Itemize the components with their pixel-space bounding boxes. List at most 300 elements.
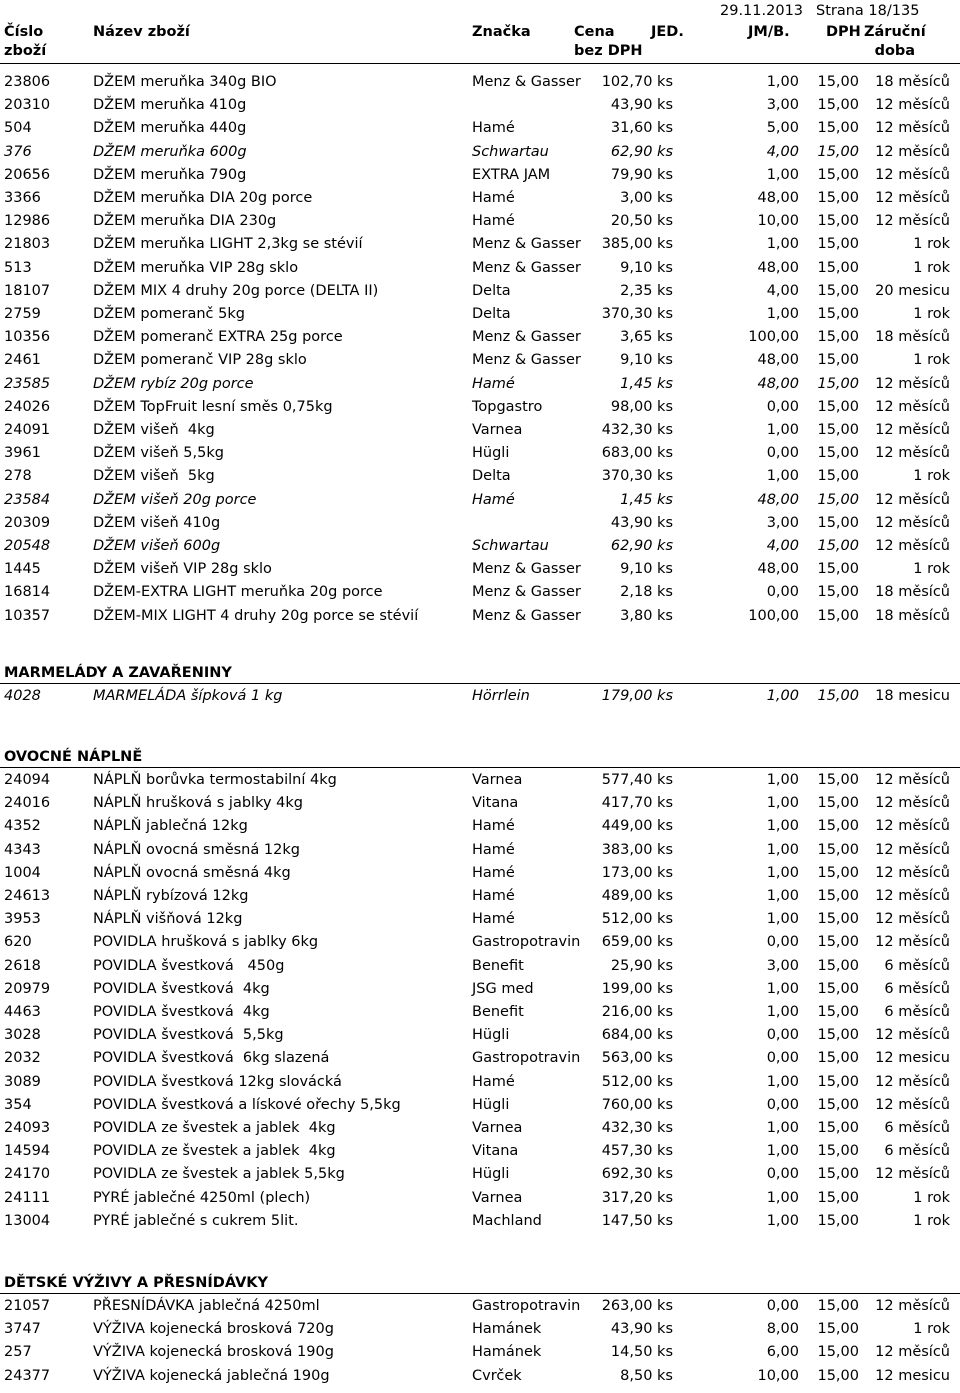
cell-code: 24093 [4,1120,51,1136]
cell-name: DŽEM višeň 410g [93,514,221,531]
cell-qty: 48,00 [757,259,799,276]
table-row [0,535,960,558]
cell-warranty: 12 měsíců [875,1073,950,1090]
cell-qty: 1,00 [766,1212,799,1229]
cell-price: 512,00 ks [601,911,673,928]
category-title: DĚTSKÉ VÝŽIVY A PŘESNÍDÁVKY [4,1275,269,1291]
cell-brand: Vitana [472,795,519,812]
cell-price: 1,45 ks [620,375,673,392]
cell-price: 432,30 ks [601,422,673,438]
cell-warranty: 12 měsíců [875,888,950,904]
cell-name: DŽEM višeň 600g [93,538,221,554]
cell-brand: Vitana [472,1143,519,1160]
cell-code: 3028 [4,1027,41,1044]
table-row [0,1047,960,1070]
cell-price: 417,70 ks [601,795,673,812]
cell-code: 504 [4,120,32,137]
table-row [0,465,960,488]
cell-name: PŘESNÍDÁVKA jablečná 4250ml [93,1298,320,1314]
cell-name: PYRÉ jablečné 4250ml (plech) [93,1189,311,1206]
cell-brand: Hamé [472,818,515,835]
table-row [0,1117,960,1140]
cell-qty: 1,00 [766,888,799,904]
cell-price: 179,00 ks [601,688,673,704]
col-header-brand: Značka [472,24,531,40]
cell-price: 370,30 ks [601,306,673,322]
cell-warranty: 18 měsíců [875,584,950,601]
cell-warranty: 12 měsíců [875,375,950,392]
cell-name: DŽEM-EXTRA LIGHT meruňka 20g porce [93,584,383,601]
cell-warranty: 12 měsíců [875,795,950,812]
cell-code: 354 [4,1096,32,1113]
table-row [0,303,960,326]
col-header-vat: DPH [826,24,861,40]
cell-qty: 48,00 [757,375,799,392]
cell-qty: 10,00 [757,1367,799,1384]
cell-vat: 15,00 [817,329,859,346]
cell-name: POVIDLA švestková a lískové ořechy 5,5kg [93,1096,401,1113]
cell-price: 2,18 ks [620,584,673,601]
table-row [0,512,960,535]
cell-brand: Menz & Gasser [472,236,581,253]
cell-qty: 5,00 [766,120,799,137]
cell-brand: Hamé [472,120,515,137]
table-row [0,326,960,349]
cell-name: NÁPLŇ hrušková s jablky 4kg [93,795,303,812]
col-header-qty: JM/B. [748,24,790,40]
cell-name: DŽEM meruňka 600g [93,143,247,160]
cell-brand: Cvrček [472,1367,522,1384]
cell-code: 24094 [4,772,51,788]
cell-price: 692,30 ks [601,1166,673,1183]
table-row [0,442,960,465]
cell-warranty: 12 měsíců [875,538,950,554]
cell-warranty: 1 rok [913,306,950,322]
cell-price: 3,00 ks [620,190,673,206]
cell-vat: 15,00 [817,1189,859,1206]
col-header-code [4,23,46,61]
cell-brand: Gastropotravin [472,1298,581,1314]
cell-vat: 15,00 [817,934,859,951]
cell-name: POVIDLA švestková 12kg slovácká [93,1073,342,1090]
cell-code: 13004 [4,1212,51,1229]
cell-warranty: 12 měsíců [875,190,950,206]
cell-name: MARMELÁDA šípková 1 kg [93,688,283,704]
cell-qty: 48,00 [757,491,799,508]
cell-brand: Hamé [472,491,515,508]
cell-qty: 48,00 [757,190,799,206]
cell-vat: 15,00 [817,445,859,462]
table-row [0,71,960,94]
category-rule [0,683,960,684]
table-row [0,1024,960,1047]
cell-name: DŽEM meruňka 790g [93,166,247,183]
header-rule [0,63,960,64]
cell-warranty: 12 měsíců [875,398,950,415]
cell-name: VÝŽIVA kojenecká brosková 190g [93,1344,334,1361]
cell-brand: Hamé [472,1073,515,1090]
cell-brand: Topgastro [472,398,543,415]
cell-name: DŽEM višeň 5kg [93,468,215,485]
cell-code: 4028 [4,688,41,704]
cell-code: 16814 [4,584,51,601]
cell-qty: 100,00 [748,607,799,624]
cell-brand: Benefit [472,957,524,974]
cell-brand: Schwartau [472,538,549,554]
table-row [0,955,960,978]
cell-brand: Menz & Gasser [472,561,581,578]
col-header-price [574,23,643,61]
page-number-text: Strana 18/135 [816,3,920,19]
col-header-warranty-line2: doba [874,43,916,59]
table-row [0,931,960,954]
cell-code: 2759 [4,306,41,322]
cell-name: DŽEM pomeranč EXTRA 25g porce [93,329,343,346]
cell-vat: 15,00 [817,957,859,974]
cell-price: 684,00 ks [601,1027,673,1044]
cell-vat: 15,00 [817,74,859,90]
cell-code: 12986 [4,213,51,230]
cell-qty: 48,00 [757,561,799,578]
cell-code: 3961 [4,445,41,462]
cell-qty: 48,00 [757,352,799,369]
cell-price: 449,00 ks [601,818,673,835]
table-row [0,210,960,233]
cell-vat: 15,00 [817,398,859,415]
cell-qty: 1,00 [766,166,799,183]
cell-qty: 10,00 [757,213,799,230]
cell-price: 383,00 ks [601,841,673,858]
cell-code: 20310 [4,97,51,114]
cell-brand: Gastropotravin [472,1050,581,1067]
cell-brand: Varnea [472,1120,523,1136]
cell-code: 3953 [4,911,41,928]
cell-vat: 15,00 [817,306,859,322]
cell-warranty: 12 měsíců [875,120,950,137]
cell-code: 21803 [4,236,51,253]
cell-qty: 1,00 [766,841,799,858]
table-row [0,141,960,164]
cell-name: POVIDLA ze švestek a jablek 4kg [93,1120,336,1136]
cell-code: 513 [4,259,32,276]
cell-brand: Delta [472,282,511,299]
table-row [0,1318,960,1341]
cell-name: DŽEM meruňka LIGHT 2,3kg se stévií [93,236,363,253]
cell-vat: 15,00 [817,1073,859,1090]
cell-name: NÁPLŇ borůvka termostabilní 4kg [93,772,337,788]
cell-brand: Schwartau [472,143,549,160]
cell-name: POVIDLA švestková 4kg [93,1004,270,1020]
cell-code: 20979 [4,980,51,997]
cell-vat: 15,00 [817,375,859,392]
cell-warranty: 12 měsíců [875,166,950,183]
cell-name: DŽEM rybíz 20g porce [93,375,254,392]
cell-code: 14594 [4,1143,51,1160]
cell-brand: Menz & Gasser [472,329,581,346]
cell-code: 24016 [4,795,51,812]
cell-vat: 15,00 [817,841,859,858]
cell-qty: 6,00 [766,1344,799,1361]
cell-brand: Delta [472,468,511,485]
cell-brand: Menz & Gasser [472,74,581,90]
cell-name: DŽEM meruňka 410g [93,97,247,114]
cell-vat: 15,00 [817,818,859,835]
table-row [0,605,960,628]
cell-vat: 15,00 [817,1027,859,1044]
cell-code: 376 [4,143,32,160]
cell-qty: 1,00 [766,306,799,322]
cell-brand: Hügli [472,1027,510,1044]
cell-vat: 15,00 [817,213,859,230]
cell-vat: 15,00 [817,607,859,624]
cell-name: DŽEM meruňka 340g BIO [93,74,277,90]
cell-qty: 0,00 [766,1298,799,1314]
cell-price: 25,90 ks [610,957,673,974]
cell-price: 102,70 ks [601,74,673,90]
cell-warranty: 12 měsíců [875,934,950,951]
cell-qty: 100,00 [748,329,799,346]
cell-warranty: 12 měsíců [875,97,950,114]
table-row [0,187,960,210]
table-row [0,885,960,908]
cell-warranty: 12 měsíců [875,213,950,230]
cell-name: POVIDLA ze švestek a jablek 5,5kg [93,1166,345,1183]
cell-brand: Hamánek [472,1344,542,1361]
cell-code: 21057 [4,1298,51,1314]
cell-brand: Varnea [472,772,523,788]
cell-name: DŽEM TopFruit lesní směs 0,75kg [93,398,333,415]
col-header-warranty [864,23,926,61]
cell-name: POVIDLA švestková 450g [93,957,285,974]
cell-name: DŽEM višeň 20g porce [93,491,257,508]
cell-vat: 15,00 [817,1096,859,1113]
cell-qty: 1,00 [766,688,799,704]
cell-vat: 15,00 [817,259,859,276]
cell-warranty: 1 rok [913,1212,950,1229]
cell-price: 563,00 ks [601,1050,673,1067]
cell-warranty: 18 měsíců [875,329,950,346]
cell-price: 489,00 ks [601,888,673,904]
table-row [0,257,960,280]
cell-price: 216,00 ks [601,1004,673,1020]
cell-vat: 15,00 [817,1143,859,1160]
cell-vat: 15,00 [817,1050,859,1067]
cell-vat: 15,00 [817,120,859,137]
cell-name: VÝŽIVA kojenecká brosková 720g [93,1321,334,1338]
table-row [0,1365,960,1388]
cell-warranty: 18 měsíců [875,607,950,624]
cell-qty: 0,00 [766,584,799,601]
table-row [0,164,960,187]
cell-vat: 15,00 [817,1120,859,1136]
cell-warranty: 12 měsíců [875,1027,950,1044]
cell-warranty: 1 rok [913,236,950,253]
cell-price: 512,00 ks [601,1073,673,1090]
cell-code: 1445 [4,561,41,578]
cell-price: 3,80 ks [620,607,673,624]
cell-warranty: 6 měsíců [884,957,950,974]
cell-brand: Hamánek [472,1321,542,1338]
cell-qty: 3,00 [766,97,799,114]
cell-qty: 1,00 [766,236,799,253]
cell-name: NÁPLŇ jablečná 12kg [93,818,248,835]
cell-qty: 1,00 [766,818,799,835]
cell-vat: 15,00 [817,864,859,881]
category-title: OVOCNÉ NÁPLNĚ [4,749,143,765]
col-header-code-line1: Číslo [4,24,44,40]
cell-price: 43,90 ks [610,514,673,531]
cell-brand: Hügli [472,445,510,462]
cell-warranty: 12 měsíců [875,1166,950,1183]
cell-qty: 1,00 [766,980,799,997]
cell-code: 10357 [4,607,51,624]
cell-brand: Machland [472,1212,542,1229]
cell-warranty: 1 rok [913,468,950,485]
cell-code: 24170 [4,1166,51,1183]
cell-warranty: 12 měsíců [875,1096,950,1113]
cell-warranty: 1 rok [913,259,950,276]
cell-price: 62,90 ks [610,538,673,554]
cell-warranty: 12 měsíců [875,1344,950,1361]
table-row [0,1140,960,1163]
cell-name: POVIDLA hrušková s jablky 6kg [93,934,319,951]
col-header-code-line2: zboží [4,43,47,59]
cell-code: 23585 [4,375,51,392]
cell-name: DŽEM pomeranč 5kg [93,306,245,322]
cell-code: 4352 [4,818,41,835]
cell-qty: 1,00 [766,795,799,812]
cell-vat: 15,00 [817,772,859,788]
cell-vat: 15,00 [817,352,859,369]
cell-vat: 15,00 [817,166,859,183]
cell-vat: 15,00 [817,1166,859,1183]
cell-qty: 0,00 [766,445,799,462]
cell-price: 683,00 ks [601,445,673,462]
cell-brand: Menz & Gasser [472,584,581,601]
cell-qty: 1,00 [766,1143,799,1160]
cell-vat: 15,00 [817,1321,859,1338]
cell-vat: 15,00 [817,795,859,812]
cell-code: 24111 [4,1189,51,1206]
cell-warranty: 6 měsíců [884,980,950,997]
table-row [0,1341,960,1364]
cell-qty: 1,00 [766,911,799,928]
cell-warranty: 1 rok [913,352,950,369]
cell-price: 43,90 ks [610,1321,673,1338]
category-rule [0,1293,960,1294]
cell-name: PYRÉ jablečné s cukrem 5lit. [93,1212,299,1229]
table-row [0,815,960,838]
cell-warranty: 12 měsíců [875,1298,950,1314]
cell-name: DŽEM višeň VIP 28g sklo [93,561,272,578]
table-row [0,978,960,1001]
cell-brand: Hamé [472,190,515,206]
category-title: MARMELÁDY A ZAVAŘENINY [4,665,232,681]
cell-warranty: 1 rok [913,1321,950,1338]
cell-name: NÁPLŇ rybízová 12kg [93,888,249,904]
cell-brand: EXTRA JAM [472,166,551,183]
cell-price: 659,00 ks [601,934,673,951]
cell-brand: Hügli [472,1096,510,1113]
table-row [0,233,960,256]
cell-qty: 1,00 [766,1073,799,1090]
cell-name: POVIDLA švestková 6kg slazená [93,1050,330,1067]
cell-code: 2618 [4,957,41,974]
table-row [0,117,960,140]
cell-price: 760,00 ks [601,1096,673,1113]
table-row [0,581,960,604]
cell-vat: 15,00 [817,561,859,578]
cell-qty: 4,00 [766,143,799,160]
cell-vat: 15,00 [817,1298,859,1314]
cell-vat: 15,00 [817,190,859,206]
table-row [0,839,960,862]
cell-warranty: 12 měsíců [875,491,950,508]
cell-code: 257 [4,1344,32,1361]
cell-brand: Varnea [472,1189,523,1206]
cell-vat: 15,00 [817,1367,859,1384]
col-header-name: Název zboží [93,24,190,40]
cell-code: 3747 [4,1321,41,1338]
cell-vat: 15,00 [817,584,859,601]
cell-price: 457,30 ks [601,1143,673,1160]
cell-vat: 15,00 [817,1004,859,1020]
col-header-price-line2: bez DPH [574,43,643,59]
cell-code: 3089 [4,1073,41,1090]
cell-name: NÁPLŇ višňová 12kg [93,911,243,928]
table-row [0,1163,960,1186]
cell-code: 20548 [4,538,51,554]
table-row [0,1094,960,1117]
cell-name: DŽEM meruňka VIP 28g sklo [93,259,299,276]
cell-warranty: 12 měsíců [875,841,950,858]
cell-warranty: 12 měsíců [875,422,950,438]
cell-code: 4343 [4,841,41,858]
report-date: 29.11.2013 [720,3,804,19]
cell-warranty: 18 mesicu [875,688,950,704]
cell-vat: 15,00 [817,468,859,485]
cell-qty: 0,00 [766,934,799,951]
cell-warranty: 12 měsíců [875,864,950,881]
cell-qty: 0,00 [766,398,799,415]
cell-qty: 1,00 [766,864,799,881]
cell-qty: 0,00 [766,1050,799,1067]
table-row [0,792,960,815]
cell-qty: 3,00 [766,957,799,974]
cell-qty: 1,00 [766,468,799,485]
cell-price: 8,50 ks [620,1367,673,1384]
cell-vat: 15,00 [817,236,859,253]
cell-qty: 0,00 [766,1027,799,1044]
table-row [0,373,960,396]
table-row [0,349,960,372]
cell-qty: 8,00 [766,1321,799,1338]
cell-warranty: 6 měsíců [884,1004,950,1020]
cell-qty: 1,00 [766,1004,799,1020]
col-header-price-line1: Cena [574,24,615,40]
table-row [0,489,960,512]
table-row [0,1295,960,1318]
cell-brand: Hamé [472,213,515,230]
cell-name: DŽEM MIX 4 druhy 20g porce (DELTA II) [93,282,379,299]
table-row [0,1071,960,1094]
cell-brand: Menz & Gasser [472,352,581,369]
cell-brand: Delta [472,306,511,322]
cell-code: 20309 [4,514,51,531]
cell-brand: JSG med [472,980,534,997]
cell-price: 9,10 ks [620,561,673,578]
cell-vat: 15,00 [817,282,859,299]
